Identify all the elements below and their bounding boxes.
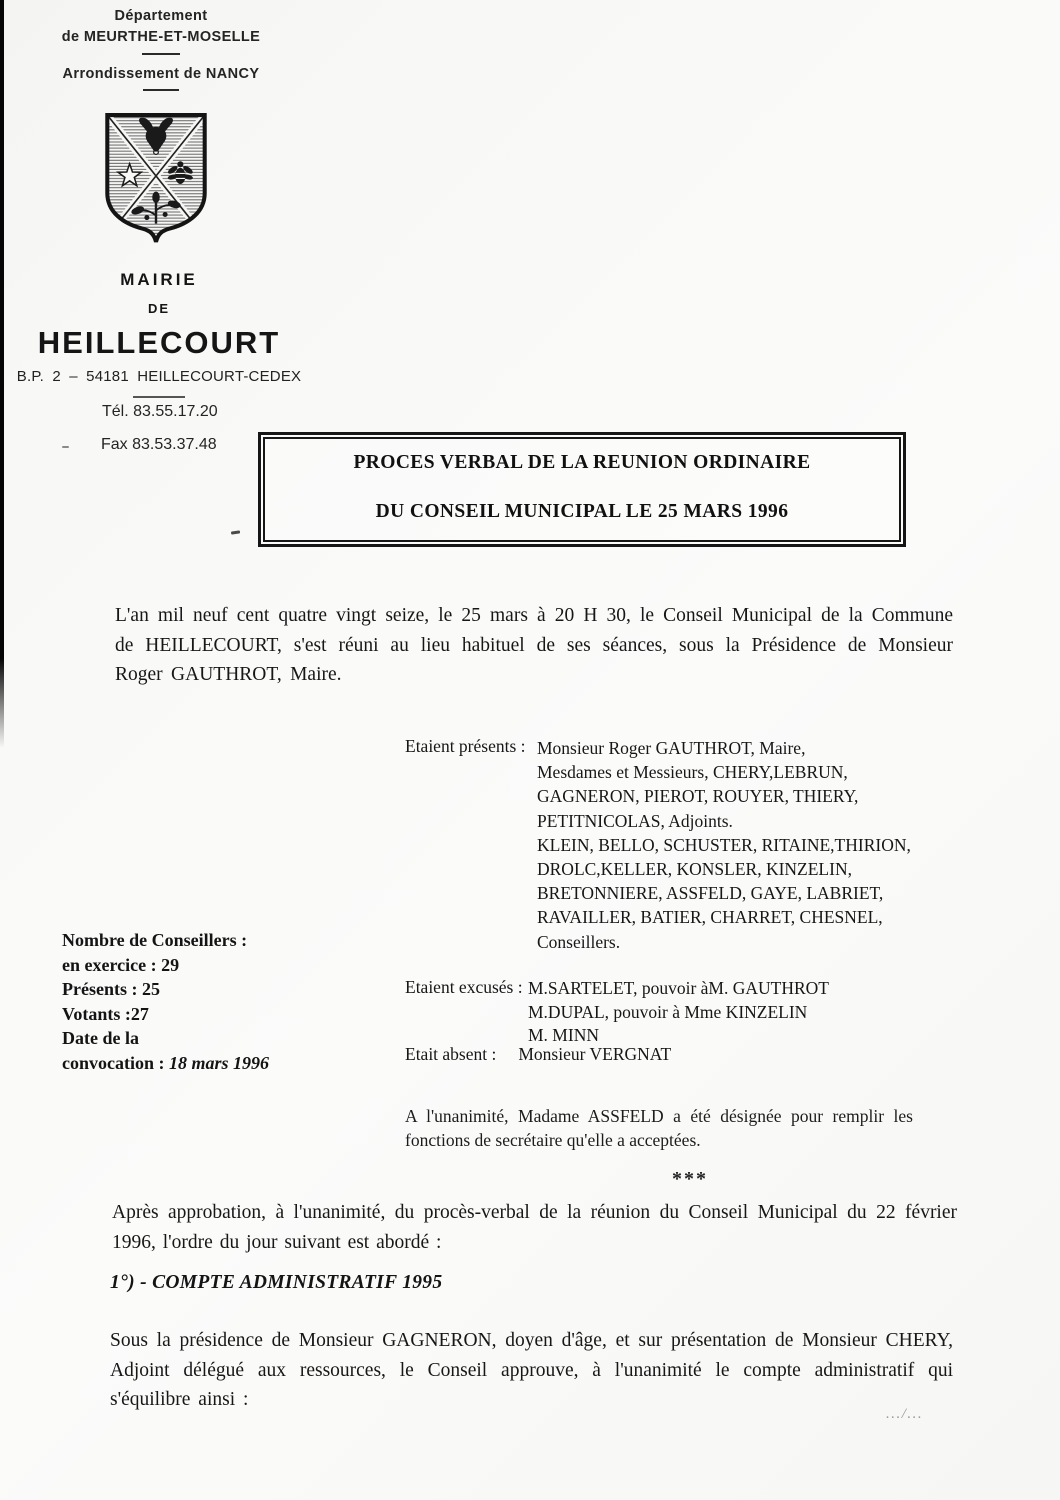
document-title-line2: DU CONSEIL MUNICIPAL LE 25 MARS 1996	[375, 501, 789, 522]
postal-address: B.P. 2 – 54181 HEILLECOURT-CEDEX	[16, 368, 302, 385]
presents-line: PETITNICOLAS, Adjoints.	[537, 810, 733, 831]
excuses-list	[528, 977, 958, 1048]
stray-dash-mark	[231, 530, 240, 534]
presents-label: Etaient présents :	[405, 736, 526, 756]
absent-label: Etait absent :	[405, 1044, 497, 1064]
presents-line: GAGNERON, PIEROT, ROUYER, THIERY,	[537, 786, 859, 807]
intro-paragraph: L'an mil neuf cent quatre vingt seize, le 25 mars à 20 H 30, le Conseil Municipal de la Commune de HEILLECOURT, s'est réuni au lieu habituel de ses séances, sous la Présidence de Monsieur Roger GAUTHROT, Maire.	[115, 605, 953, 685]
document-title-line1: PROCES VERBAL DE LA REUNION ORDINAIRE	[353, 452, 811, 473]
arrondissement-block	[0, 66, 322, 91]
arrondissement-label: Arrondissement de NANCY	[62, 66, 260, 82]
counters-date-label: Date de la	[62, 1028, 139, 1049]
mairie-label: MAIRIE	[120, 270, 198, 289]
excuses-line: M.SARTELET, pouvoir àM. GAUTHROT	[528, 978, 829, 998]
counters-votants: Votants :27	[62, 1003, 149, 1024]
excuses-line: M. MINN	[528, 1025, 599, 1046]
section-heading: 1°) - COMPTE ADMINISTRATIF 1995	[110, 1272, 443, 1293]
phone-number: Tél. 83.55.17.20	[102, 403, 218, 420]
approbation-paragraph: Après approbation, à l'unanimité, du procès-verbal de la réunion du Conseil Municipal du 22 février 1996, l'ordre du jour suivant est abordé :	[112, 1202, 957, 1253]
counters-en-exercice: en exercice : 29	[62, 954, 180, 975]
address-underline	[133, 396, 185, 398]
stray-dash-mark	[62, 446, 69, 448]
convocation-date: 18 mars 1996	[169, 1052, 270, 1073]
absent-value: Monsieur VERGNAT	[518, 1044, 672, 1064]
fax-number: Fax 83.53.37.48	[101, 436, 217, 453]
presents-line: Monsieur Roger GAUTHROT, Maire,	[537, 738, 806, 758]
presents-list	[537, 736, 949, 954]
secretary-paragraph: A l'unanimité, Madame ASSFELD a été désignée pour remplir les fonctions de secrétaire qu'elle a acceptées.	[405, 1106, 913, 1150]
mairie-block	[0, 270, 318, 398]
absent-row	[405, 1044, 671, 1065]
presents-line: RAVAILLER, BATIER, CHARRET, CHESNEL,	[537, 907, 883, 928]
title-box	[258, 432, 906, 547]
convocation-label: convocation :	[62, 1052, 169, 1073]
counters-presents: Présents : 25	[62, 979, 160, 1000]
excuses-label: Etaient excusés :	[405, 977, 523, 997]
counters-block	[62, 928, 269, 1076]
departement-line1: Département	[114, 8, 208, 24]
arrondissement-underline	[143, 89, 179, 91]
closing-paragraph: Sous la présidence de Monsieur GAGNERON, doyen d'âge, et sur présentation de Monsieur CHERY, Adjoint délégué aux ressources, le Conseil approuve, à l'unanimité le compte administratif qui s'équilibre ainsi :	[110, 1330, 953, 1410]
counters-title: Nombre de Conseillers :	[62, 930, 248, 950]
presents-line: Conseillers.	[537, 931, 621, 952]
departement-underline	[142, 53, 180, 55]
city-name: HEILLECOURT	[37, 325, 281, 360]
heillecourt-coat-of-arms-icon	[100, 110, 212, 250]
counters-convocation	[62, 1051, 269, 1076]
de-label: DE	[147, 301, 171, 316]
departement-line2: de MEURTHE-ET-MOSELLE	[61, 29, 261, 45]
presents-line: DROLC,KELLER, KONSLER, KINZELIN,	[537, 859, 852, 880]
departement-block	[0, 6, 322, 55]
presents-line: BRETONNIERE, ASSFELD, GAYE, LABRIET,	[537, 883, 884, 904]
presents-line: Mesdames et Messieurs, CHERY,LEBRUN,	[537, 762, 848, 783]
presents-line: KLEIN, BELLO, SCHUSTER, RITAINE,THIRION,	[537, 834, 911, 855]
excuses-line: M.DUPAL, pouvoir à Mme KINZELIN	[528, 1001, 808, 1022]
continuation-mark: .../...	[886, 1406, 924, 1422]
asterisk-separator: ***	[672, 1168, 708, 1190]
